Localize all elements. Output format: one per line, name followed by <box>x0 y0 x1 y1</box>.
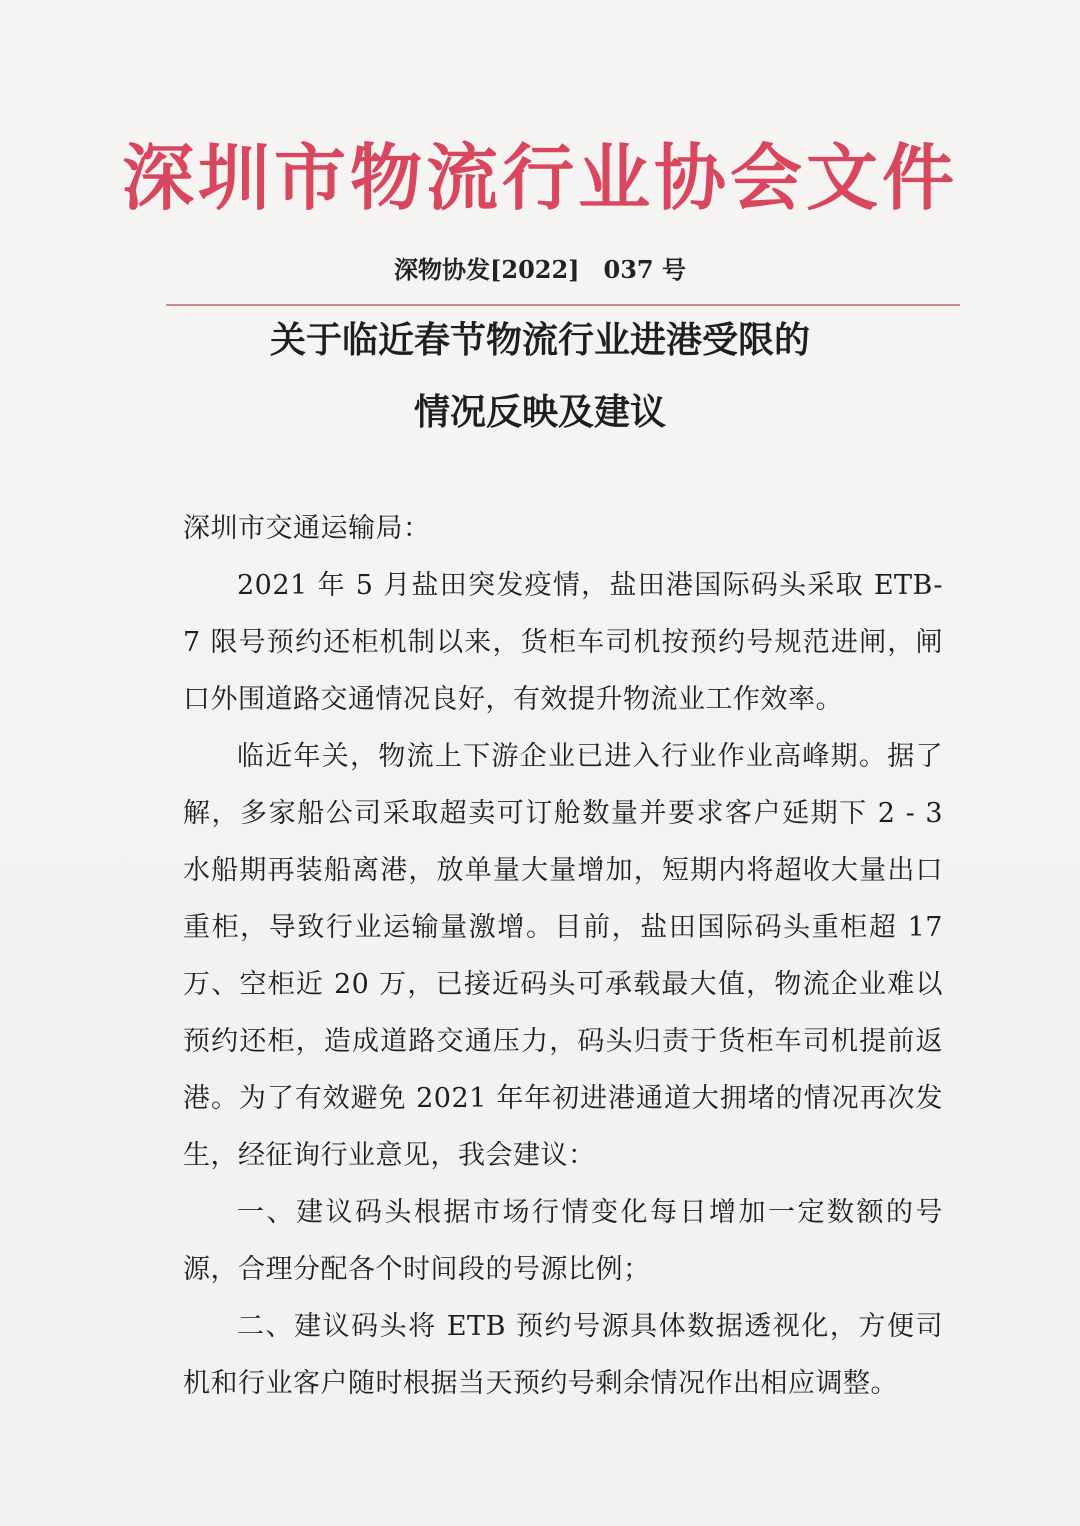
org-header-title: 深圳市物流行业协会文件 <box>121 136 958 220</box>
body-paragraph-3: 一、建议码头根据市场行情变化每日增加一定数额的号源，合理分配各个时间段的号源比例； <box>183 1197 943 1285</box>
document-subject <box>0 310 1080 442</box>
addressee: 深圳市交通运输局： <box>183 513 431 544</box>
body-paragraph-1: 2021 年 5 月盐田突发疫情，盐田港国际码头采取 ETB-7 限号预约还柜机制以来，货柜车司机按预约号规范进闸，闸口外围道路交通情况良好，有效提升物流业工作效率。 <box>183 570 943 715</box>
document-number <box>0 250 1080 290</box>
subject-line-2: 情况反映及建议 <box>413 391 666 433</box>
document-body <box>183 500 943 1412</box>
document-number-suffix: 037 号 <box>603 255 686 284</box>
body-paragraph-4: 二、建议码头将 ETB 预约号源具体数据透视化，方便司机和行业客户随时根据当天预约号剩余情况作出相应调整。 <box>183 1311 943 1399</box>
document-number-prefix: 深物协发[2022] <box>394 255 580 284</box>
subject-line-1: 关于临近春节物流行业进港受限的 <box>269 319 810 361</box>
body-paragraph-2: 临近年关，物流上下游企业已进入行业作业高峰期。据了解，多家船公司采取超卖可订舱数量并要求客户延期下 2 - 3 水船期再装船离港，放单量大量增加，短期内将超收大量出口重柜，导致行业运输量激增。目前，盐田国际码头重柜超 17 万、空柜近 20 万，已接近码头可承载最大值，物流企业难以预约还柜，造成道路交通压力，码头归责于货柜车司机提前返港。为了有效避免 2021 年年初进港通道大拥堵的情况再次发生，经征询行业意见，我会建议： <box>183 741 943 1171</box>
red-divider-line <box>166 304 960 306</box>
